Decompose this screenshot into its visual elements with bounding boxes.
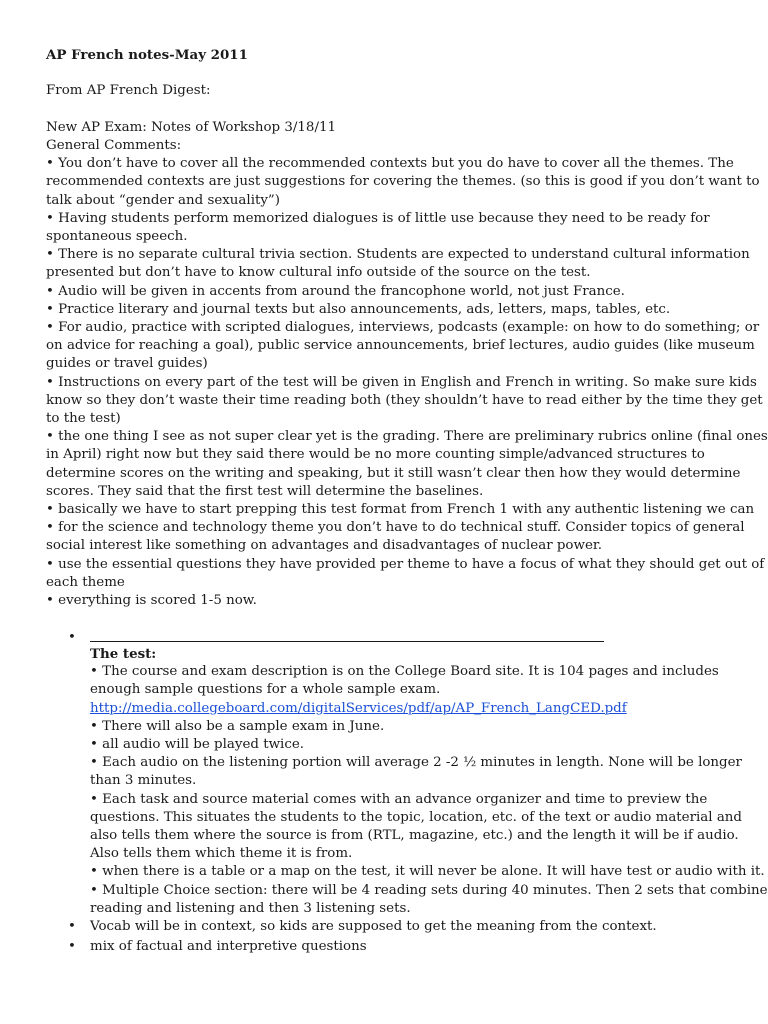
general-comments-heading: General Comments:	[46, 137, 182, 153]
test-line: Also tells them which theme it is from.	[90, 846, 353, 862]
comment-line: to the test)	[46, 411, 121, 427]
bullet-icon: •	[68, 630, 76, 645]
test-line: reading and listening and then 3 listening sets.	[90, 900, 411, 916]
list-item	[46, 918, 766, 936]
spacer	[46, 101, 726, 119]
comment-line: recommended contexts are just suggestions for covering the themes. (so this is good if you don’t want to	[46, 174, 760, 190]
questions-bullet: mix of factual and interpretive questions	[90, 939, 367, 955]
test-line: • The course and exam description is on the College Board site. It is 104 pages and includes	[90, 664, 719, 680]
comment-line: • everything is scored 1-5 now.	[46, 593, 257, 609]
comment-line: • use the essential questions they have provided per theme to have a focus of what they should get out of	[46, 556, 765, 572]
comment-line: • the one thing I see as not super clear yet is the grading. There are preliminary rubrics online (final ones	[46, 429, 768, 445]
comment-line: guides or travel guides)	[46, 356, 208, 372]
comment-line: know so they don’t waste their time reading both (they shouldn’t have to read either by the time they get	[46, 392, 763, 408]
comment-line: • Having students perform memorized dialogues is of little use because they need to be ready for	[46, 210, 710, 226]
document-page	[46, 46, 768, 610]
comment-line: social interest like something on advantages and disadvantages of nuclear power.	[46, 538, 603, 554]
comment-line: • For audio, practice with scripted dialogues, interviews, podcasts (example: on how to do something; or	[46, 320, 760, 336]
list-item	[46, 629, 766, 918]
comment-line: spontaneous speech.	[46, 229, 188, 244]
test-notes	[90, 718, 766, 918]
comment-line: • There is no separate cultural trivia section. Students are expected to understand cultural information	[46, 247, 750, 263]
test-line: • all audio will be played twice.	[90, 737, 305, 753]
vocab-bullet: Vocab will be in context, so kids are supposed to get the meaning from the context.	[90, 919, 657, 935]
test-line: • Multiple Choice section: there will be 4 reading sets during 40 minutes. Then 2 sets that combine	[90, 882, 768, 898]
comment-line: • basically we have to start prepping this test format from French 1 with any authentic listening we can	[46, 502, 755, 518]
general-comments	[46, 155, 768, 610]
document-title: AP French notes-May 2011	[46, 47, 248, 63]
test-line: also tells them where the source is from (RTL, magazine, etc.) and the length it will be if audio.	[90, 828, 739, 844]
comment-line: • for the science and technology theme you don’t have to do technical stuff. Consider topics of general	[46, 520, 745, 536]
source-line: From AP French Digest:	[46, 83, 211, 99]
course-description-link[interactable]: http://media.collegeboard.com/digitalServices/pdf/ap/AP_French_LangCED.pdf	[90, 700, 627, 716]
comment-line: on advice for reaching a goal), public service announcements, brief lectures, audio guides (like museum	[46, 338, 755, 354]
bullet-icon: •	[68, 919, 76, 935]
test-line: • Each audio on the listening portion will average 2 -2 ½ minutes in length. None will be longer	[90, 755, 742, 771]
comment-line: in April) right now but they said there would be no more counting simple/advanced structures to	[46, 447, 705, 463]
comment-line: presented but don’t have to know cultural info outside of the source on the test.	[46, 265, 591, 281]
test-heading: The test:	[90, 646, 157, 662]
comment-line: • You don’t have to cover all the recommended contexts but you do have to cover all the themes. The	[46, 156, 734, 172]
horizontal-rule	[90, 629, 766, 645]
workshop-subtitle: New AP Exam: Notes of Workshop 3/18/11	[46, 119, 336, 135]
comment-line: determine scores on the writing and speaking, but it still wasn’t clear then how they would determine	[46, 465, 741, 481]
comment-line: each theme	[46, 574, 125, 590]
bullet-icon: •	[68, 939, 76, 955]
test-line: • Each task and source material comes with an advance organizer and time to preview the	[90, 791, 708, 807]
comment-line: • Audio will be given in accents from around the francophone world, not just France.	[46, 283, 625, 299]
comment-line: • Instructions on every part of the test will be given in English and French in writing. So make sure kids	[46, 374, 757, 390]
test-line: • There will also be a sample exam in June.	[90, 718, 385, 734]
comment-line: talk about “gender and sexuality”)	[46, 192, 280, 208]
list-item	[46, 938, 766, 956]
spacer	[46, 64, 726, 82]
test-line: questions. This situates the students to the topic, location, etc. of the text or audio material and	[90, 809, 742, 825]
test-line: than 3 minutes.	[90, 773, 197, 789]
test-line: • when there is a table or a map on the test, it will never be alone. It will have test or audio with it.	[90, 864, 765, 880]
test-line: enough sample questions for a whole sample exam.	[90, 682, 441, 698]
comment-line: • Practice literary and journal texts but also announcements, ads, letters, maps, tables, etc.	[46, 301, 671, 317]
test-notes-intro	[90, 663, 766, 699]
comment-line: scores. They said that the first test will determine the baselines.	[46, 483, 484, 499]
test-bullet-list	[46, 629, 766, 956]
